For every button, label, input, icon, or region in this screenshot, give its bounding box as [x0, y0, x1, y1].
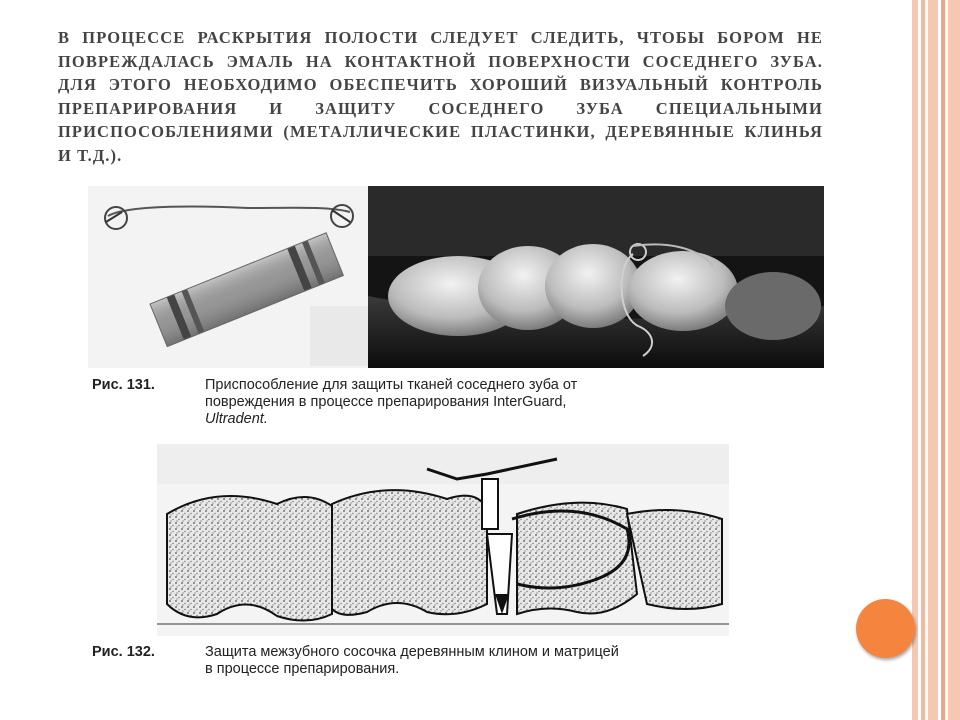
- figure-131-caption: [92, 377, 577, 428]
- figure-131-label: Рис. 131.: [92, 377, 155, 393]
- teeth-wedge-matrix-drawing: [157, 444, 729, 636]
- teeth-with-interguard-photo: [368, 186, 824, 368]
- figure-131-line3: Ultradent.: [205, 411, 268, 427]
- figure-131-line2: повреждения в процессе препарирования InterGuard,: [205, 394, 567, 410]
- figure-132-caption: [92, 644, 619, 678]
- figure-131-line1: Приспособление для защиты тканей соседнего зуба от: [205, 377, 578, 393]
- orange-accent-circle: [856, 599, 915, 658]
- slide-body-text: В ПРОЦЕССЕ РАСКРЫТИЯ ПОЛОСТИ СЛЕДУЕТ СЛЕДИТЬ, ЧТОБЫ БОРОМ НЕ ПОВРЕЖДАЛАСЬ ЭМАЛЬ НА КОНТАКТНОЙ ПОВЕРХНОСТИ СОСЕДНЕГО ЗУБА. ДЛЯ ЭТОГО НЕОБХОДИМО ОБЕСПЕЧИТЬ ХОРОШИЙ ВИЗУАЛЬНЫЙ КОНТРОЛЬ ПРЕПАРИРОВАНИЯ И ЗАЩИТУ СОСЕДНЕГО ЗУБА СПЕЦИАЛЬНЫМИ ПРИСПОСОБЛЕНИЯМИ (МЕТАЛЛИЧЕСКИЕ ПЛАСТИНКИ, ДЕРЕВЯННЫЕ КЛИНЬЯ И Т.Д.).: [58, 28, 823, 165]
- figure-132-line1: Защита межзубного сосочка деревянным клином и матрицей: [205, 644, 619, 660]
- figure-132-line2: в процессе препарирования.: [205, 661, 400, 677]
- figure-132-label: Рис. 132.: [92, 644, 155, 660]
- interguard-strip-photo: [88, 186, 370, 368]
- decorative-side-stripes: [912, 0, 960, 720]
